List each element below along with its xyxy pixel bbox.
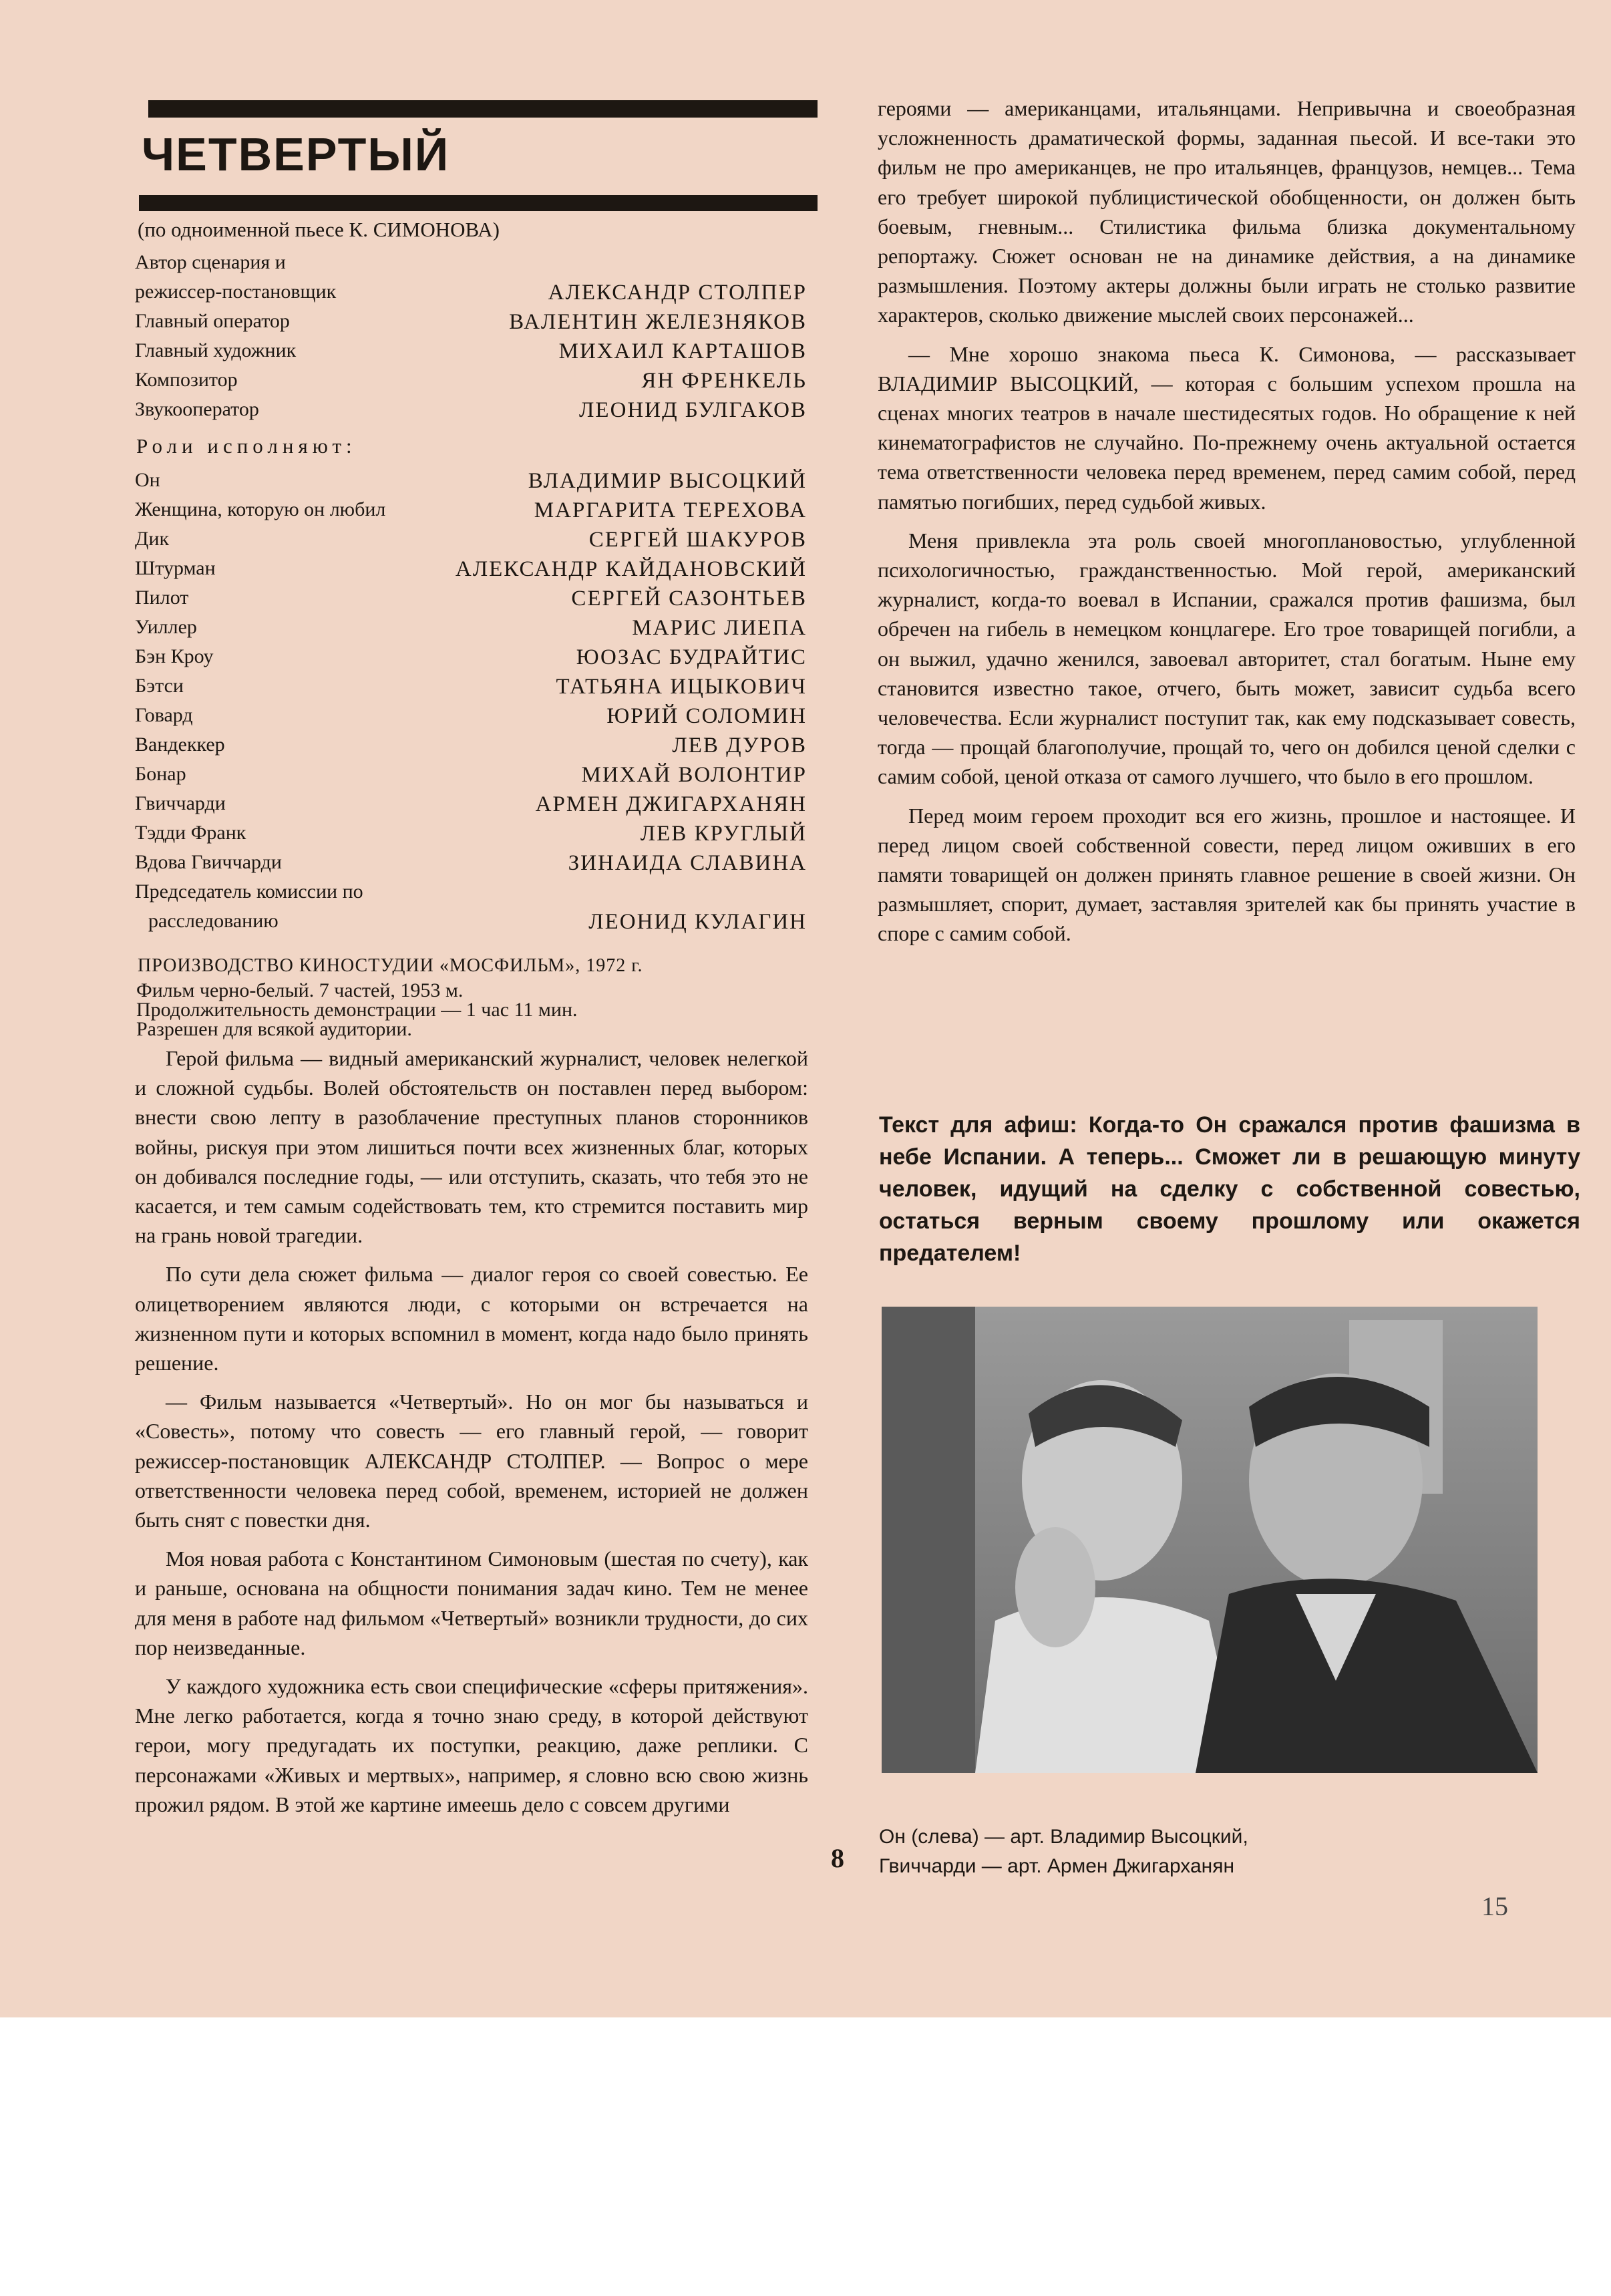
subtitle: (по одноименной пьесе К. СИМОНОВА) [138,218,500,241]
right-column-text [878,94,1576,958]
crew-name: ЯН ФРЕНКЕЛЬ [641,369,807,393]
cast-name: ЛЕВ ДУРОВ [672,733,807,758]
cast-role: расследованию [148,910,279,932]
cast-role: Вандеккер [135,733,225,756]
cast-role: Уиллер [135,616,197,638]
production-line: ПРОИЗВОДСТВО КИНОСТУДИИ «МОСФИЛЬМ», 1972 г. [138,955,643,976]
page-number: 8 [831,1843,844,1873]
crew-role: режиссер-постановщик [135,281,337,303]
cast-row [135,675,807,703]
photo-caption [879,1822,1413,1881]
paragraph: — Фильм называется «Четвертый». Но он мог бы называться и «Совесть», потому что совесть — его главный герой, — говорит режиссер-постановщик АЛЕКСАНДР СТОЛПЕР. — Вопрос о мере ответственности человека перед собой, временем, историей не должен быть снят с повестки дня. [135,1389,808,1532]
cast-row [135,792,807,820]
cast-role: Говард [135,704,193,726]
cast-name: МИХАЙ ВОЛОНТИР [581,763,807,787]
cast-row [135,498,807,526]
cast-row [135,880,807,909]
crew-role: Главный оператор [135,310,290,332]
cast-name: СЕРГЕЙ САЗОНТЬЕВ [571,587,807,611]
cast-role: Председатель комиссии по [135,880,363,903]
cast-row [135,763,807,791]
paragraph: Герой фильма — видный американский журналист, человек нелегкой и сложной судьбы. Волей обстоятельств он поставлен перед выбором: внести свою лепту в разоблачение преступных планов сторонников войны, рискуя при этом лишиться почти всех жизненных благ, которых он добивался последние годы, — или отступить, сказать, что тебя это не касается, и тем самым содействовать тем, кто стремится поставить мир на грань новой трагедии. [135,1046,808,1248]
cast-role: Бонар [135,763,186,785]
cast-name: МАРГАРИТА ТЕРЕХОВА [534,498,807,522]
paragraph: У каждого художника есть свои специфические «сферы притяжения». Мне легко работается, когда я точно знаю среду, в которой действуют герои, могу предугадать их поступки, реакцию, даже реплики. С персонажами «Живых и мертвых», например, я словно всю свою жизнь прожил рядом. В этой же картине имеешь дело с совсем другими [135,1674,808,1816]
crew-row [135,398,807,426]
title-rule-bottom [139,195,818,211]
crew-row [135,339,807,367]
paragraph: — Мне хорошо знакома пьеса К. Симонова, — рассказывает ВЛАДИМИР ВЫСОЦКИЙ, — которая с большим успехом прошла на сценах многих театров в начале шестидесятых годов. Но обращение к ней кинематографистов не случайно. По-прежнему очень актуальной остается тема ответственности человека перед временем, перед самим собой, перед памятью погибших, перед судьбой живых. [878,341,1576,514]
crew-name: МИХАИЛ КАРТАШОВ [558,339,807,363]
crew-role: Звукооператор [135,398,259,420]
title-rule-top [148,100,818,118]
film-info [136,981,578,1039]
handwritten-page-number: 15 [1481,1891,1508,1921]
crew-role: Композитор [135,369,238,391]
cast-row [148,910,807,938]
crew-row [135,369,807,397]
page-title: ЧЕТВЕРТЫЙ [142,128,450,180]
cast-name: ВЛАДИМИР ВЫСОЦКИЙ [528,469,807,493]
cast-row [135,616,807,644]
cast-name: АРМЕН ДЖИГАРХАНЯН [535,792,807,816]
paragraph: Перед моим героем проходит вся его жизнь, прошлое и настоящее. И перед лицом своей собственной совести, перед лицом оживших в его памяти товарищей он должен принять главное решение в своей жизни. Он размышляет, спорит, думает, заставляя зрителей как бы принять участие в споре с самим собой. [878,803,1576,946]
crew-name: ЛЕОНИД БУЛГАКОВ [579,398,807,422]
cast-name: АЛЕКСАНДР КАЙДАНОВСКИЙ [455,557,807,581]
cast-name: ЮРИЙ СОЛОМИН [606,704,807,728]
paragraph: героями — американцами, итальянцами. Непривычна и своеобразная усложненность драматической формы, заданная пьесой. И все-таки это фильм не про американцев, не про итальянцев, французов, немцев... Тема его требует широкой публицистической обобщенности, он должен быть боевым, гневным... Стилистика фильма близка документальному репортажу. Сюжет основан не на динамике действия, а на динамике размышления. Поэтому актеры должны были играть не столько развитие характеров, сколько движение мыслей своих персонажей... [878,96,1576,327]
cast-row [135,645,807,673]
cast-row [135,704,807,732]
crew-row [135,310,807,338]
paragraph: Моя новая работа с Константином Симоновым (шестая по счету), как и раньше, основана на общности понимания задач кино. Тем не менее для меня в работе над фильмом «Четвертый» возникли трудности, до сих пор неизведанные. [135,1546,808,1659]
crew-name: АЛЕКСАНДР СТОЛПЕР [548,281,807,305]
cast-row [135,587,807,615]
film-info-line: Фильм черно-белый. 7 частей, 1953 м. [136,979,464,1001]
paragraph: Меня привлекла эта роль своей многоплановостью, углубленной психологичностью, гражданственностью. Мой герой, американский журналист, когда-то воевал в Испании, сражался против фашизма, был обречен на гибель в немецком концлагере. Его трое товарищей погибли, а он выжил, удачно женился, завоевал авторитет, стал богатым. Ныне ему становится известно такое, отчего, быть может, зависит судьба всего человечества. Если журналист поступит так, как ему подсказывает совесть, тогда — прощай благополучие, прощай то, чего он добился ценой сделки с самим собой, ценой отказа от самого лучшего, что было в его прошлом. [878,528,1576,789]
caption-line: Он (слева) — арт. Владимир Высоцкий, [879,1826,1248,1848]
photo-illustration [882,1307,1538,1773]
film-still-photo [882,1307,1538,1773]
cast-role: Пилот [135,587,189,609]
left-column-text [135,1043,808,1828]
film-info-line: Продолжительность демонстрации — 1 час 11 мин. [136,999,578,1021]
cast-row [135,851,807,879]
cast-name: МАРИС ЛИЕПА [632,616,807,640]
cast-name: ЛЕВ КРУГЛЫЙ [640,822,807,846]
cast-name: ЗИНАИДА СЛАВИНА [568,851,807,875]
crew-row [135,251,807,279]
film-info-line: Разрешен для всякой аудитории. [136,1018,412,1040]
cast-role: Бэн Кроу [135,645,214,667]
cast-role: Он [135,469,160,491]
cast-name: ЛЕОНИД КУЛАГИН [588,910,807,934]
cast-heading: Роли исполняют: [136,434,357,458]
cast-name: ТАТЬЯНА ИЦЫКОВИЧ [556,675,807,699]
cast-row [135,557,807,585]
cast-row [135,469,807,497]
crew-role: Автор сценария и [135,251,286,273]
paragraph: По сути дела сюжет фильма — диалог героя со своей совестью. Ее олицетворением являются люди, с которыми он встречается на жизненном пути и которых вспомнил в момент, когда надо было принять решение. [135,1262,808,1375]
cast-name: СЕРГЕЙ ШАКУРОВ [588,528,807,552]
crew-name: ВАЛЕНТИН ЖЕЛЕЗНЯКОВ [509,310,807,334]
crew-role: Главный художник [135,339,297,361]
cast-role: Вдова Гвиччарди [135,851,282,873]
cast-row [135,822,807,850]
cast-role: Бэтси [135,675,184,697]
cast-role: Штурман [135,557,216,579]
cast-role: Гвиччарди [135,792,226,814]
cast-role: Тэдди Франк [135,822,246,844]
caption-line: Гвиччарди — арт. Армен Джигарханян [879,1855,1235,1877]
poster-text: Текст для афиш: Когда-то Он сражался против фашизма в небе Испании. А теперь... Сможет ли в решающую минуту человек, идущий на сделку с собственной совестью, остаться верным своему прошлому или окажется предателем! [879,1112,1580,1266]
cast-role: Женщина, которую он любил [135,498,386,520]
cast-row [135,528,807,556]
cast-role: Дик [135,528,170,550]
crew-row [135,281,807,309]
cast-name: ЮОЗАС БУДРАЙТИС [576,645,807,669]
cast-row [135,733,807,762]
